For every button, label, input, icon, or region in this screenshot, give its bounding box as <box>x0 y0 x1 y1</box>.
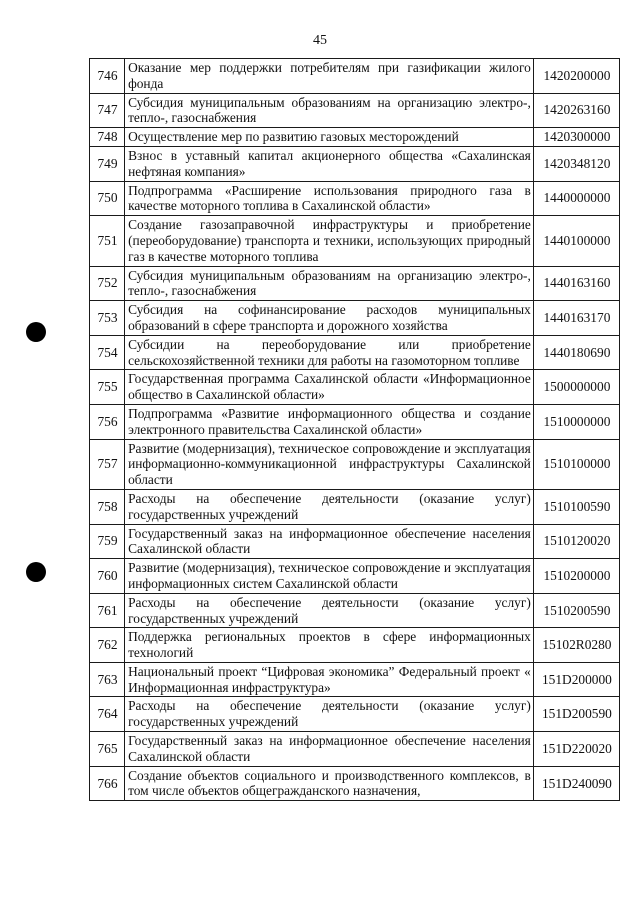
punch-hole-mark <box>26 562 46 582</box>
table-row <box>90 697 620 732</box>
table-body <box>90 59 620 801</box>
classification-code-cell: 1500000000 <box>533 370 619 405</box>
classification-code-cell: 1420263160 <box>533 93 619 128</box>
description-cell: Расходы на обеспечение деятельности (оказание услуг) государственных учреждений <box>125 593 534 628</box>
classification-code-cell: 1510120020 <box>533 524 619 559</box>
classification-code-cell: 151D240090 <box>533 766 619 801</box>
punch-hole-mark <box>26 322 46 342</box>
row-number-cell: 749 <box>90 146 125 181</box>
row-number-cell: 761 <box>90 593 125 628</box>
description-cell: Расходы на обеспечение деятельности (оказание услуг) государственных учреждений <box>125 489 534 524</box>
classification-code-cell: 1440000000 <box>533 181 619 216</box>
table-row <box>90 216 620 266</box>
classification-code-cell: 151D220020 <box>533 732 619 767</box>
table-row <box>90 559 620 594</box>
table-row <box>90 439 620 489</box>
description-cell: Создание газозаправочной инфраструктуры и приобретение (переоборудование) транспорта и техники, использующих природный газ в качестве моторного топлива <box>125 216 534 266</box>
row-number-cell: 766 <box>90 766 125 801</box>
row-number-cell: 756 <box>90 404 125 439</box>
row-number-cell: 752 <box>90 266 125 301</box>
row-number-cell: 765 <box>90 732 125 767</box>
table-row <box>90 146 620 181</box>
row-number-cell: 754 <box>90 335 125 370</box>
table-row <box>90 301 620 336</box>
budget-classification-table <box>89 58 620 801</box>
table-row <box>90 732 620 767</box>
row-number-cell: 757 <box>90 439 125 489</box>
table-row <box>90 181 620 216</box>
classification-code-cell: 1510000000 <box>533 404 619 439</box>
classification-code-cell: 151D200590 <box>533 697 619 732</box>
classification-code-cell: 1420300000 <box>533 128 619 147</box>
classification-code-cell: 151D200000 <box>533 662 619 697</box>
description-cell: Национальный проект “Цифровая экономика” Федеральный проект « Информационная инфраструктура» <box>125 662 534 697</box>
row-number-cell: 748 <box>90 128 125 147</box>
classification-code-cell: 1510100590 <box>533 489 619 524</box>
table-row <box>90 370 620 405</box>
row-number-cell: 753 <box>90 301 125 336</box>
table-row <box>90 766 620 801</box>
table-row <box>90 335 620 370</box>
table-row <box>90 59 620 94</box>
row-number-cell: 758 <box>90 489 125 524</box>
classification-code-cell: 1440100000 <box>533 216 619 266</box>
description-cell: Субсидия на софинансирование расходов муниципальных образований в сфере транспорта и дорожного хозяйства <box>125 301 534 336</box>
classification-code-cell: 15102R0280 <box>533 628 619 663</box>
description-cell: Оказание мер поддержки потребителям при газификации жилого фонда <box>125 59 534 94</box>
table-row <box>90 404 620 439</box>
classification-code-cell: 1510100000 <box>533 439 619 489</box>
row-number-cell: 763 <box>90 662 125 697</box>
classification-code-cell: 1510200590 <box>533 593 619 628</box>
description-cell: Развитие (модернизация), техническое сопровождение и эксплуатация информационных систем Сахалинской области <box>125 559 534 594</box>
description-cell: Осуществление мер по развитию газовых месторождений <box>125 128 534 147</box>
table-row <box>90 266 620 301</box>
row-number-cell: 746 <box>90 59 125 94</box>
row-number-cell: 764 <box>90 697 125 732</box>
description-cell: Создание объектов социального и производственного комплексов, в том числе объектов общегражданского назначения, <box>125 766 534 801</box>
description-cell: Подпрограмма «Развитие информационного общества и создание электронного правительства Сахалинской области» <box>125 404 534 439</box>
description-cell: Взнос в уставный капитал акционерного общества «Сахалинская нефтяная компания» <box>125 146 534 181</box>
table-row <box>90 489 620 524</box>
row-number-cell: 751 <box>90 216 125 266</box>
description-cell: Государственный заказ на информационное обеспечение населения Сахалинской области <box>125 524 534 559</box>
classification-code-cell: 1510200000 <box>533 559 619 594</box>
row-number-cell: 759 <box>90 524 125 559</box>
description-cell: Расходы на обеспечение деятельности (оказание услуг) государственных учреждений <box>125 697 534 732</box>
row-number-cell: 750 <box>90 181 125 216</box>
description-cell: Государственная программа Сахалинской области «Информационное общество в Сахалинской области» <box>125 370 534 405</box>
description-cell: Государственный заказ на информационное обеспечение населения Сахалинской области <box>125 732 534 767</box>
row-number-cell: 755 <box>90 370 125 405</box>
page-number: 45 <box>313 33 327 48</box>
row-number-cell: 747 <box>90 93 125 128</box>
table-row <box>90 662 620 697</box>
row-number-cell: 760 <box>90 559 125 594</box>
table-row <box>90 524 620 559</box>
description-cell: Подпрограмма «Расширение использования природного газа в качестве моторного топлива в Сахалинской области» <box>125 181 534 216</box>
description-cell: Субсидия муниципальным образованиям на организацию электро-, тепло-, газоснабжения <box>125 93 534 128</box>
table-row <box>90 628 620 663</box>
row-number-cell: 762 <box>90 628 125 663</box>
description-cell: Развитие (модернизация), техническое сопровождение и эксплуатация информационно-коммуникационной инфраструктуры Сахалинской области <box>125 439 534 489</box>
description-cell: Поддержка региональных проектов в сфере информационных технологий <box>125 628 534 663</box>
description-cell: Субсидия муниципальным образованиям на организацию электро-, тепло-, газоснабжения <box>125 266 534 301</box>
classification-code-cell: 1440163170 <box>533 301 619 336</box>
classification-code-cell: 1440180690 <box>533 335 619 370</box>
description-cell: Субсидии на переоборудование или приобретение сельскохозяйственной техники для работы на газомоторном топливе <box>125 335 534 370</box>
table-row <box>90 593 620 628</box>
table-row <box>90 128 620 147</box>
classification-code-cell: 1440163160 <box>533 266 619 301</box>
classification-code-cell: 1420348120 <box>533 146 619 181</box>
table-row <box>90 93 620 128</box>
classification-code-cell: 1420200000 <box>533 59 619 94</box>
